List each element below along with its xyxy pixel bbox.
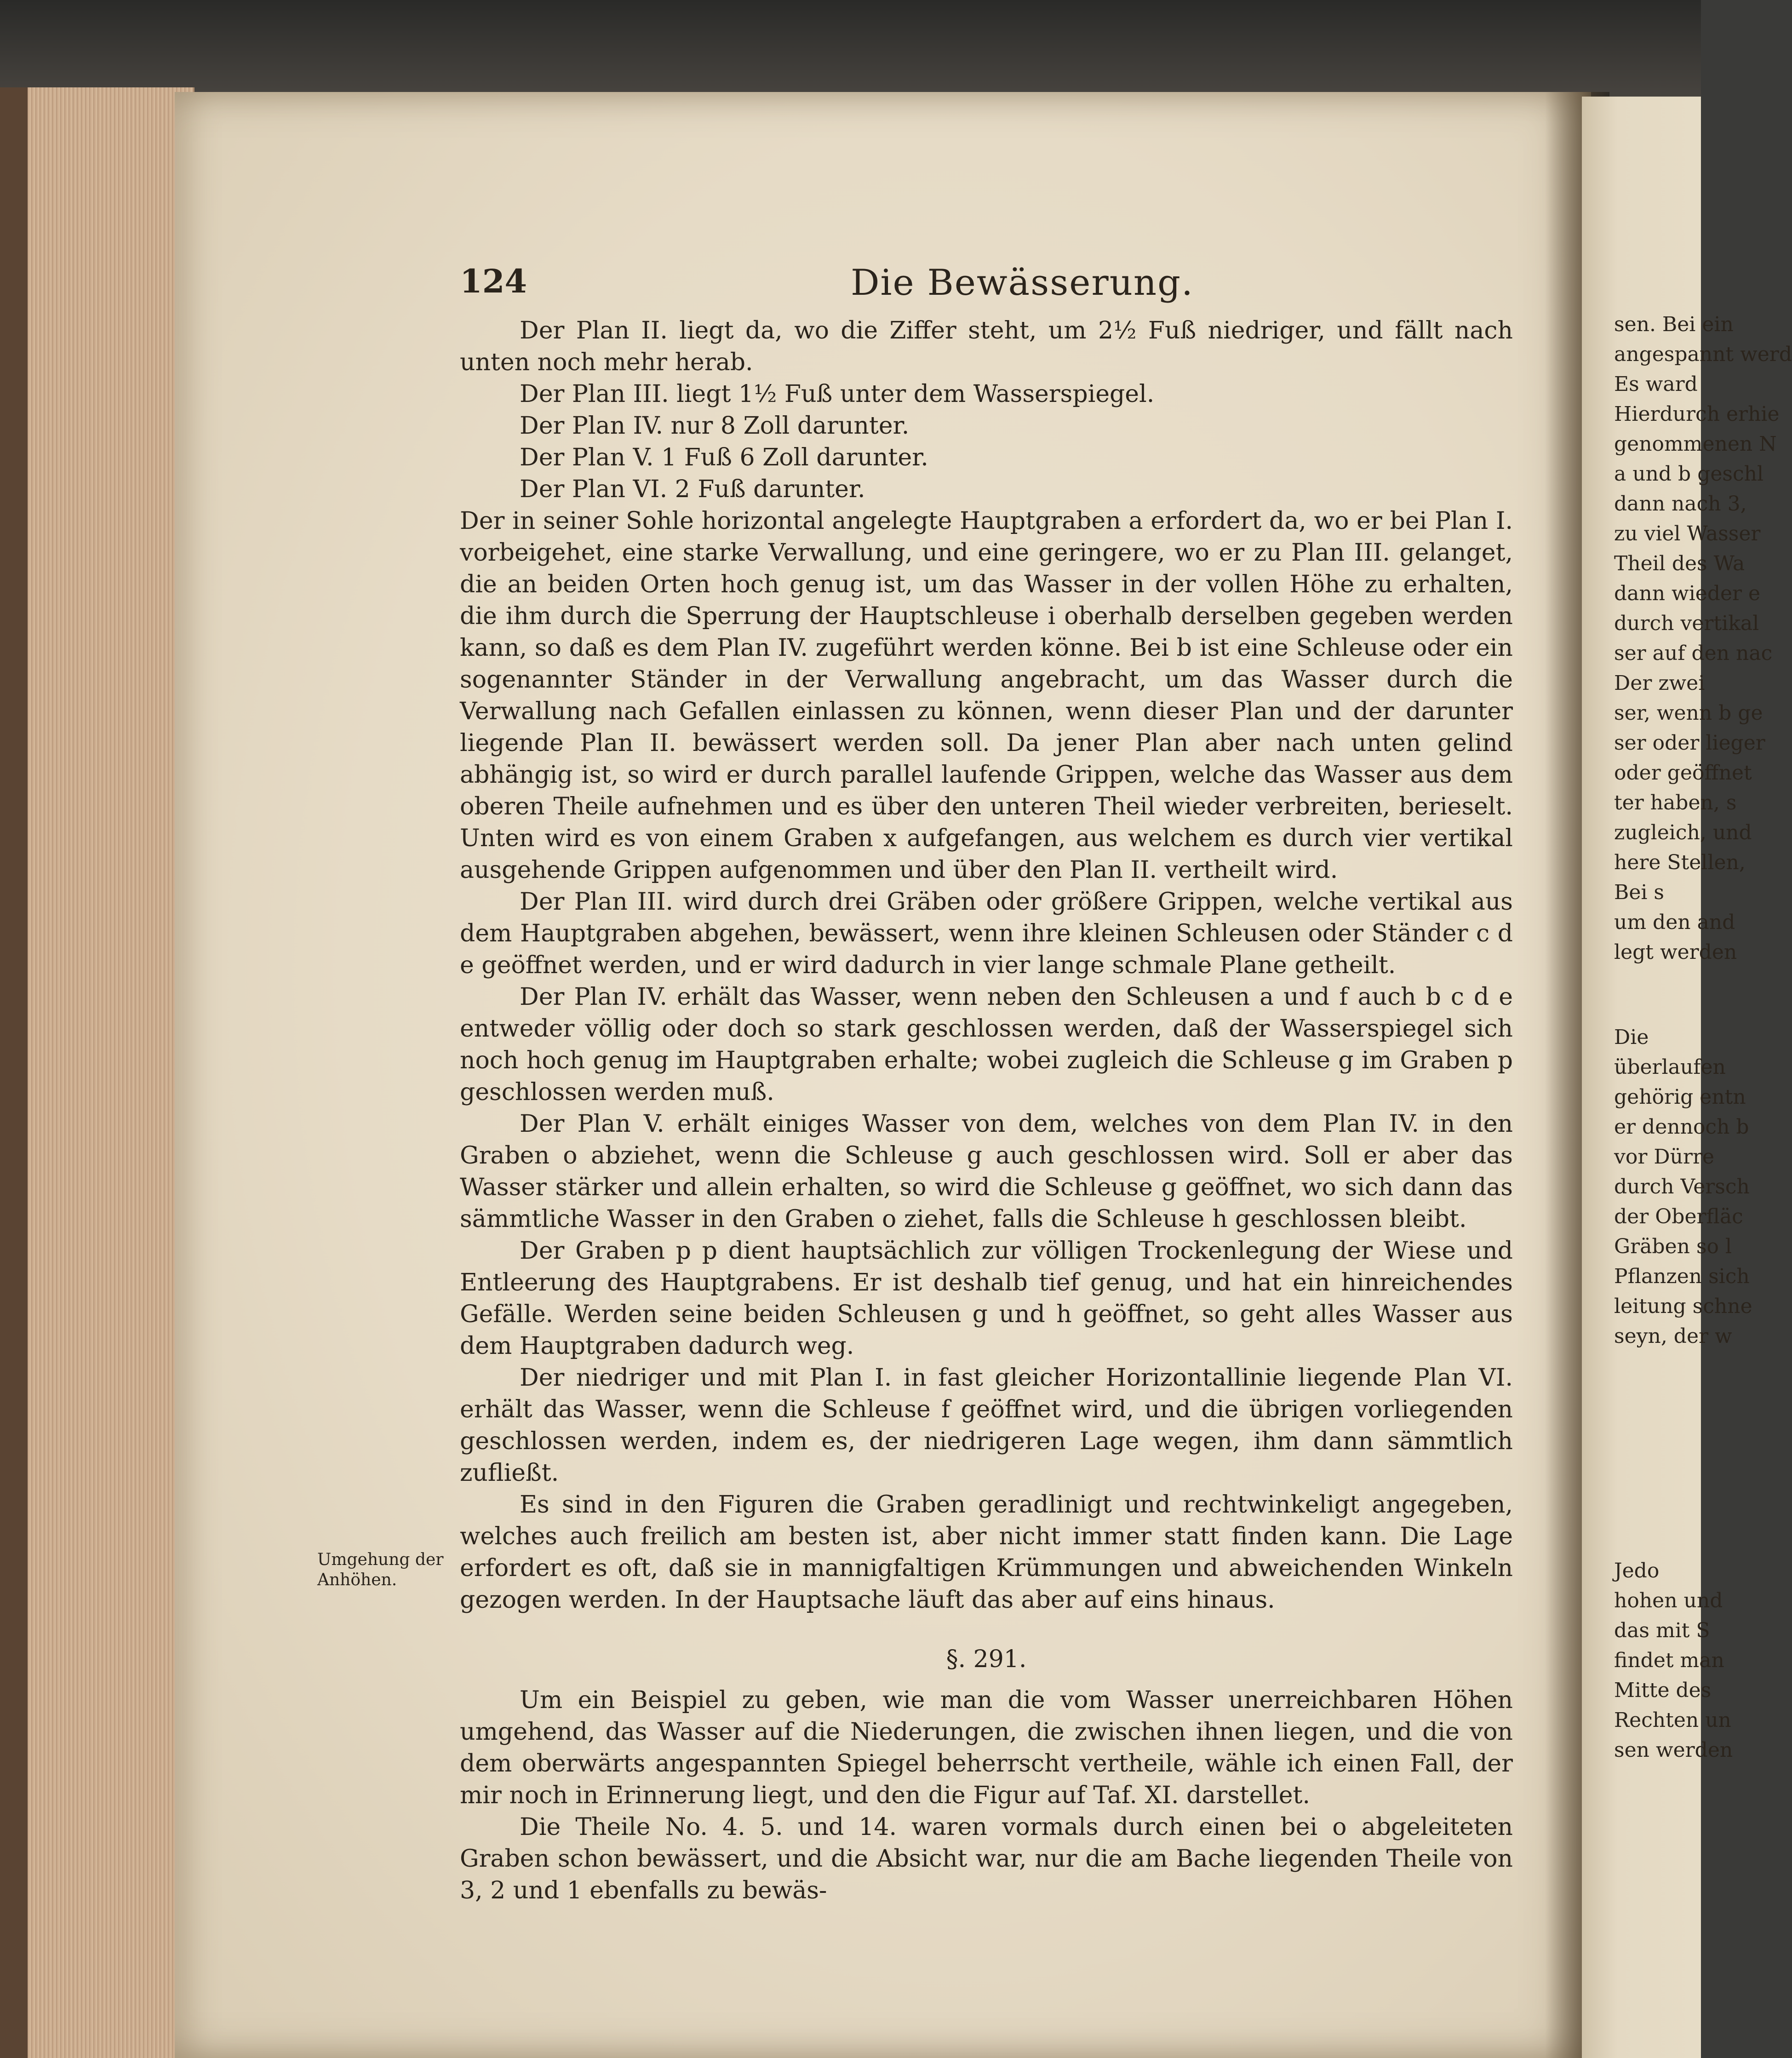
next-page-line: seyn, der w [1614, 1324, 1732, 1348]
next-page-line: zu viel Wasser [1614, 522, 1761, 545]
section-number: §. 291. [946, 1645, 1027, 1673]
paragraph: Der Plan V. 1 Fuß 6 Zoll darunter. [520, 444, 928, 471]
page-title: Die Bewässerung. [851, 262, 1194, 304]
paragraph: Der Plan III. liegt 1½ Fuß unter dem Wasserspiegel. [520, 380, 1155, 408]
next-page-line: dann wieder e [1614, 582, 1761, 605]
next-page-line: Es ward [1614, 373, 1698, 396]
next-page-line: a und b geschl [1614, 462, 1764, 486]
next-page-line: Pflanzen sich [1614, 1265, 1750, 1288]
next-page-line: ter haben, s [1614, 791, 1737, 814]
next-page-line: ser auf den nac [1614, 642, 1773, 665]
next-page-line: Theil des Wa [1614, 552, 1745, 575]
next-page-line: dann nach 3, [1614, 492, 1747, 516]
book-page-edges [0, 87, 195, 2058]
next-page-line: zugleich, und [1614, 821, 1752, 844]
paragraph: Der Plan VI. 2 Fuß darunter. [520, 476, 865, 503]
paragraph: Der niedriger und mit Plan I. in fast gleicher Horizontallinie liegende Plan VI. erhält das Wasser, wenn die Schleuse f geöffnet wird, und die übrigen vorliegenden geschlossen werden, indem es, der niedrigeren Lage wegen, ihm dann sämmtlich zufließt. [460, 1364, 1513, 1487]
paragraph: Es sind in den Figuren die Graben geradlinigt und rechtwinkeligt angegeben, welches auch freilich am besten ist, aber nicht immer statt finden kann. Die Lage erfordert es oft, daß sie in mannigfaltigen Krümmungen und abweichenden Winkeln gezogen werden. In der Hauptsache läuft das aber auf eins hinaus. [460, 1491, 1513, 1614]
next-page-line: der Oberfläc [1614, 1205, 1743, 1228]
next-page-line: Rechten un [1614, 1708, 1731, 1732]
next-page-line: oder geöffnet [1614, 761, 1752, 785]
next-page-line: durch vertikal [1614, 612, 1759, 635]
next-page-line: vor Dürre [1614, 1145, 1715, 1169]
next-page-line: leitung schne [1614, 1295, 1752, 1318]
paragraph: Der in seiner Sohle horizontal angelegte Hauptgraben a erfordert da, wo er bei Plan I. vorbeigehet, eine starke Verwallung, und eine geringere, wo er zu Plan III. gelanget, die an beiden Orten hoch genug ist, um das Wasser in der vollen Höhe zu erhalten, die ihm durch die Sperrung der Hauptschleuse i oberhalb derselben gegeben werden kann, so daß es dem Plan IV. zugeführt werden könne. Bei b ist eine Schleuse oder ein sogenannter Ständer in der Verwallung angebracht, um das Wasser durch die Verwallung nach Gefallen einlassen zu können, wenn dieser Plan und der darunter liegende Plan II. bewässert werden soll. Da jener Plan aber nach unten gelind abhängig ist, so wird er durch parallel laufende Grippen, welche das Wasser aus dem oberen Theile aufnehmen und es über den unteren Theil wieder verbreiten, berieselt. Unten wird es von einem Graben x aufgefangen, aus welchem es durch vier vertikal ausgehende Grippen aufgenommen und über den Plan II. vertheilt wird. [460, 507, 1513, 884]
paragraph: Der Plan II. liegt da, wo die Ziffer steht, um 2½ Fuß niedriger, und fällt nach unten noch mehr herab. [460, 317, 1513, 376]
next-page-line: das mit S [1614, 1619, 1710, 1642]
body-text [460, 315, 1513, 1907]
paragraph: Der Plan V. erhält einiges Wasser von dem, welches von dem Plan IV. in den Graben o abziehet, wenn die Schleuse g auch geschlossen wird. Soll er aber das Wasser stärker und allein erhalten, so wird die Schleuse g geöffnet, wo sich dann das sämmtliche Wasser in den Graben o ziehet, falls die Schleuse h geschlossen bleibt. [460, 1110, 1513, 1233]
next-page-line: durch Versch [1614, 1175, 1750, 1198]
running-head [460, 262, 1517, 304]
next-page-line: Gräben so l [1614, 1235, 1732, 1258]
next-page-line: Hierdurch erhie [1614, 402, 1780, 426]
right-page-fragment [1582, 97, 1792, 2058]
book-cover-edge [0, 87, 28, 2058]
next-page-line: um den and [1614, 911, 1735, 934]
paragraph: Um ein Beispiel zu geben, wie man die vom Wasser unerreichbaren Höhen umgehend, das Wasser auf die Niederungen, die zwischen ihnen liegen, und die von dem oberwärts angespannten Spiegel beherrscht vertheile, wähle ich einen Fall, der mir noch in Erinnerung liegt, und den die Figur auf Taf. XI. darstellet. [460, 1686, 1513, 1809]
next-page-line: gehörig entn [1614, 1085, 1746, 1109]
page-number: 124 [460, 262, 527, 300]
next-page-line: genommenen N [1614, 432, 1777, 456]
paragraph: Der Graben p p dient hauptsächlich zur völligen Trockenlegung der Wiese und Entleerung des Hauptgrabens. Er ist deshalb tief genug, und hat ein hinreichendes Gefälle. Werden seine beiden Schleusen g und h geöffnet, so geht alles Wasser aus dem Hauptgraben dadurch weg. [460, 1237, 1513, 1360]
next-page-line: er dennoch b [1614, 1115, 1749, 1139]
next-page-line: Jedo [1614, 1559, 1660, 1582]
paragraph: Die Theile No. 4. 5. und 14. waren vormals durch einen bei o abgeleiteten Graben schon bewässert, und die Absicht war, nur die am Bache liegenden Theile von 3, 2 und 1 ebenfalls zu bewäs- [460, 1813, 1513, 1904]
next-page-line: legt werden [1614, 940, 1737, 964]
next-page-line: angespannt werd [1614, 343, 1792, 366]
next-page-line: ser, wenn b ge [1614, 701, 1763, 725]
next-page-line: Die [1614, 1026, 1649, 1049]
next-page-line: überlaufen [1614, 1055, 1726, 1079]
next-page-line: sen werden [1614, 1738, 1733, 1762]
margin-note: Umgehung der Anhöhen. [317, 1550, 444, 1589]
paragraph: Der Plan III. wird durch drei Gräben oder größere Grippen, welche vertikal aus dem Hauptgraben abgehen, bewässert, wenn ihre kleinen Schleusen oder Ständer c d e geöffnet werden, und er wird dadurch in vier lange schmale Plane getheilt. [460, 888, 1513, 979]
paragraph: Der Plan IV. nur 8 Zoll darunter. [520, 412, 910, 440]
next-page-line: sen. Bei ein [1614, 313, 1734, 336]
next-page-line: Der zwei [1614, 671, 1705, 695]
scan-background-top [0, 0, 1701, 106]
paragraph: Der Plan IV. erhält das Wasser, wenn neben den Schleusen a und f auch b c d e entweder völlig oder doch so stark geschlossen werden, daß der Wasserspiegel sich noch hoch genug im Hauptgraben erhalte; wobei zugleich die Schleuse g im Graben p geschlossen werden muß. [460, 983, 1513, 1106]
next-page-line: ser oder lieger [1614, 731, 1765, 755]
next-page-line: here Stellen, [1614, 851, 1746, 874]
next-page-line: hohen und [1614, 1589, 1723, 1612]
next-page-line: Bei s [1614, 881, 1665, 904]
next-page-line: findet man [1614, 1649, 1724, 1672]
next-page-line: Mitte des [1614, 1679, 1712, 1702]
